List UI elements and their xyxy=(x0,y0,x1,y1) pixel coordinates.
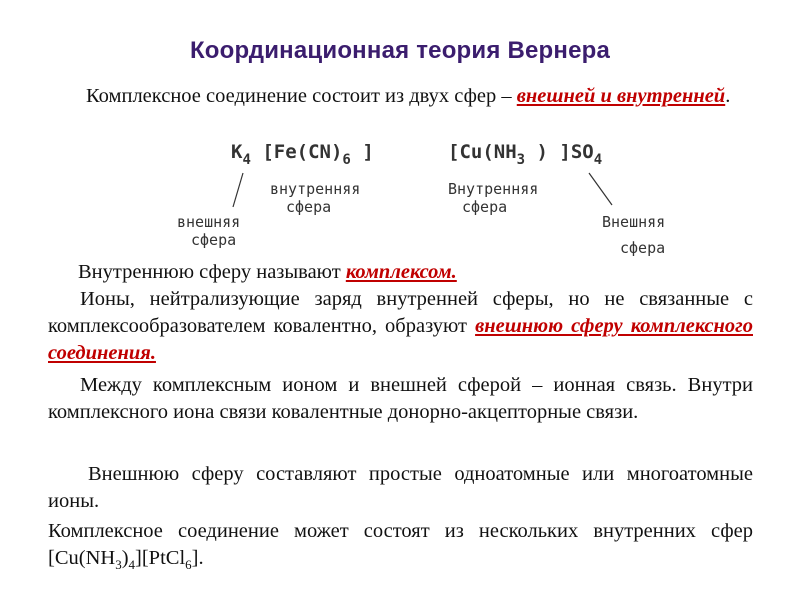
p1-highlight: комплексом. xyxy=(345,261,457,283)
p2-text: Ионы, нейтрализующие заряд внутренней сферы, но не связанные с комплексообразователем ковалентно, образуют xyxy=(48,288,753,337)
paragraph-bonds xyxy=(48,372,753,426)
p2-highlight: внешнюю сферу комплексного соединения. xyxy=(48,315,753,364)
inner-sphere-label-1 xyxy=(270,180,360,216)
outer2-line2: сфера xyxy=(620,239,666,257)
formula2-cu-sub: 3 xyxy=(516,152,526,168)
formula2-so: SO xyxy=(570,141,594,163)
outer-sphere-label-2 xyxy=(602,213,665,257)
formula-copper-ammine-sulfate xyxy=(448,141,603,168)
intro-end: . xyxy=(725,85,731,107)
intro-highlight: внешней и внутренней xyxy=(516,85,726,107)
page-title: Координационная теория Вернера xyxy=(189,37,611,64)
intro-paragraph xyxy=(48,83,753,110)
formula1-k-sub: 4 xyxy=(242,152,251,168)
p5-text: Комплексное соединение может состоят из нескольких внутренних сфер xyxy=(48,520,753,542)
paragraph-multiple-spheres xyxy=(48,518,753,578)
inner2-line2: сфера xyxy=(462,198,508,216)
p4-text: Внешнюю сферу составляют простые одноатомные или многоатомные ионы. xyxy=(48,463,753,512)
inner1-line2: сфера xyxy=(286,198,332,216)
formula1-close: ] xyxy=(362,141,374,163)
formula1-k: К xyxy=(231,141,243,163)
sphere-diagram xyxy=(165,133,695,265)
inner1-line1: внутренняя xyxy=(270,180,361,198)
p5-formula: $[Cu(NH_3)_4][PtCl_6]$. xyxy=(48,547,204,573)
formula1-complex: [Fe(CN) xyxy=(262,141,343,163)
paragraph-outer-sphere xyxy=(48,461,753,515)
p1-text: Внутреннюю сферу называют xyxy=(78,261,346,283)
inner2-line1: Внутренняя xyxy=(448,180,539,198)
outer-sphere-label-1 xyxy=(177,213,240,249)
outer2-pointer-line xyxy=(589,173,612,205)
outer1-line1: внешняя xyxy=(177,213,241,231)
paragraph-ions xyxy=(48,286,753,367)
formula-potassium-ferricyanide xyxy=(231,141,374,168)
formula2-so-sub: 4 xyxy=(593,152,603,168)
outer2-line1: Внешняя xyxy=(602,213,666,231)
p3-text: Между комплексным ионом и внешней сферой – ионная связь. Внутри комплексного иона связи ковалентные донорно-акцепторные связи. xyxy=(48,374,753,423)
paragraph-complex xyxy=(48,259,753,286)
intro-text: Комплексное соединение состоит из двух сфер – xyxy=(86,85,517,107)
formula2-cu: [Cu(NH xyxy=(448,141,517,163)
inner-sphere-label-2 xyxy=(448,180,538,216)
formula1-complex-sub: 6 xyxy=(342,152,351,168)
formula2-close: ) ] xyxy=(536,141,571,163)
outer1-line2: сфера xyxy=(191,231,237,249)
outer1-pointer-line xyxy=(233,173,243,207)
